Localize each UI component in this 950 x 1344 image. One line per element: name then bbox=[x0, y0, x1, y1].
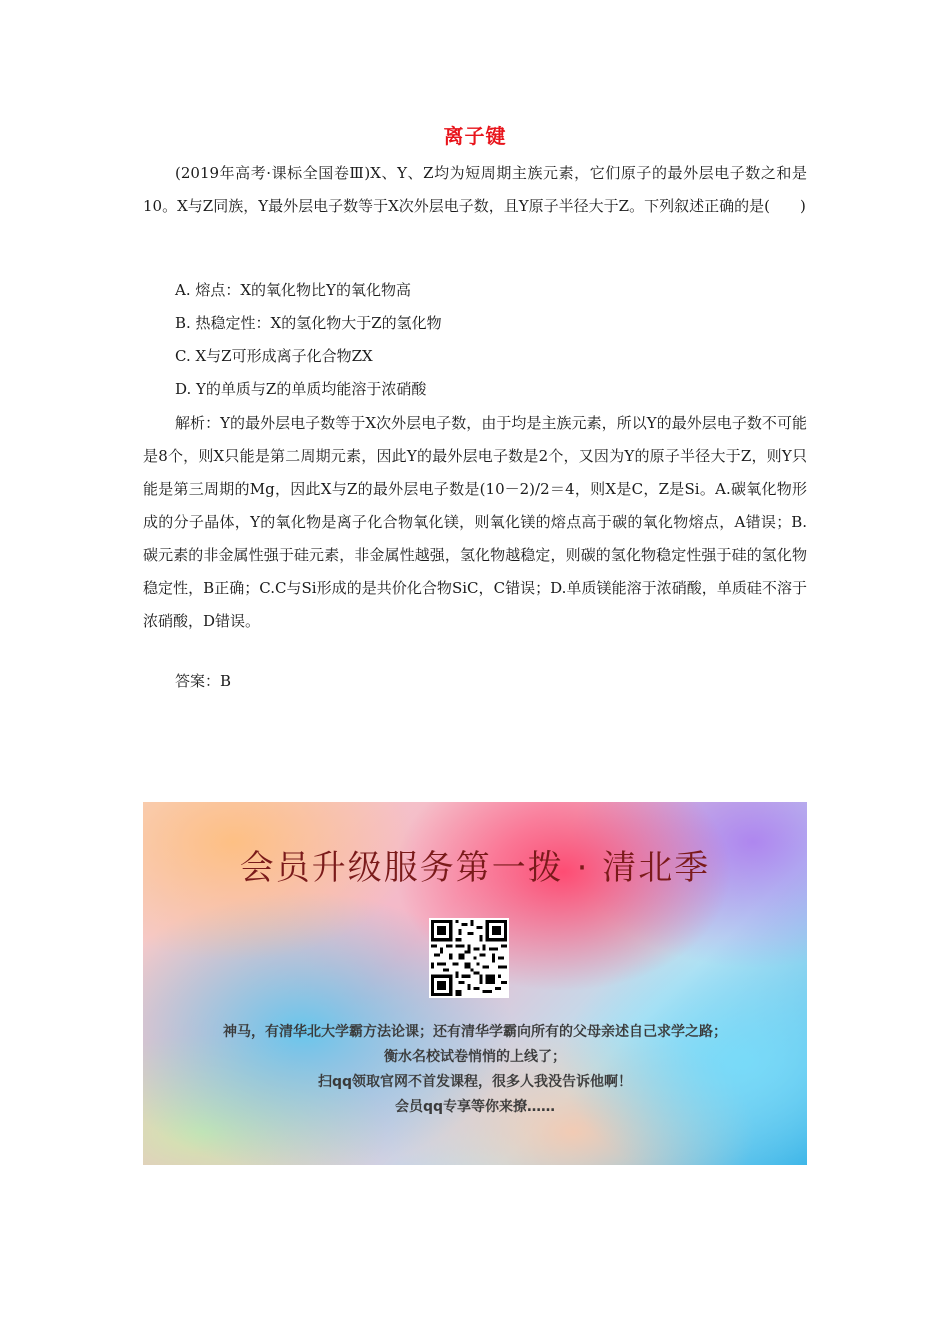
banner-title: 会员升级服务第一拨 · 清北季 bbox=[239, 848, 711, 888]
banner-line: 扫qq领取官网不首发课程，很多人我没告诉他啊！ bbox=[317, 1074, 633, 1090]
option-a: A. 熔点：X的氧化物比Y的氧化物高 bbox=[175, 281, 411, 299]
options-list bbox=[143, 274, 807, 406]
option-c: C. X与Z可形成离子化合物ZX bbox=[175, 347, 373, 365]
answer: 答案：B bbox=[175, 672, 232, 690]
option-b: B. 热稳定性：X的氢化物大于Z的氢化物 bbox=[175, 314, 442, 332]
banner-line: 会员qq专享等你来撩…… bbox=[394, 1099, 556, 1115]
option-d: D. Y的单质与Z的单质均能溶于浓硝酸 bbox=[175, 380, 427, 398]
promo-banner[interactable] bbox=[143, 802, 807, 1165]
banner-line: 神马，有清华北大学霸方法论课；还有清华学霸向所有的父母亲述自己求学之路； bbox=[223, 1024, 727, 1040]
explanation bbox=[143, 407, 807, 638]
question-stem bbox=[143, 157, 807, 223]
page-title: 离子键 bbox=[443, 124, 507, 148]
qr-code-icon[interactable] bbox=[429, 918, 509, 998]
banner-line: 衡水名校试卷悄悄的上线了； bbox=[384, 1049, 566, 1065]
question-text: (2019年高考·课标全国卷Ⅲ)X、Y、Z均为短周期主族元素，它们原子的最外层电子数之和是10。X与Z同族，Y最外层电子数等于X次外层电子数，且Y原子半径大于Z。下列叙述正确的是( ) bbox=[143, 164, 807, 215]
banner-text bbox=[143, 1020, 807, 1120]
explanation-text: 解析：Y的最外层电子数等于X次外层电子数，由于均是主族元素，所以Y的最外层电子数不可能是8个，则X只能是第二周期元素，因此Y的最外层电子数是2个，又因为Y的原子半径大于Z，则Y只能是第三周期的Mg，因此X与Z的最外层电子数是(10－2)/2＝4，则X是C，Z是Si。A.碳氧化物形成的分子晶体，Y的氧化物是离子化合物氧化镁，则氧化镁的熔点高于碳的氧化物熔点，A错误；B.碳元素的非金属性强于硅元素，非金属性越强，氢化物越稳定，则碳的氢化物稳定性强于硅的氢化物稳定性，B正确；C.C与Si形成的是共价化合物SiC，C错误；D.单质镁能溶于浓硝酸，单质硅不溶于浓硝酸，D错误。 bbox=[143, 414, 807, 630]
